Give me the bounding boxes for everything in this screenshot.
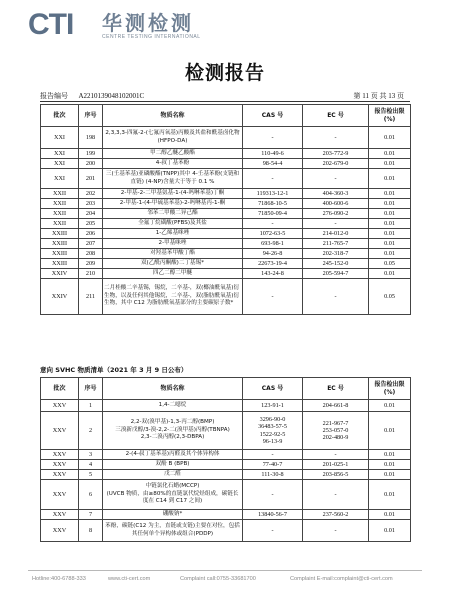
table-row (41, 412, 411, 450)
substance-name-cell: 二月桂酸二辛基锡，锡烷，二辛基-，双(椰油酰氧基)衍生物，以及任何其他锡烷，二辛基-，双(脂肪酰氧基)衍生物，其中 C12 为脂肪酰氧基部分的主要碳原子数* (103, 279, 243, 315)
detection-limit-cell: 0.01 (369, 249, 411, 259)
header-no: 序号 (79, 378, 103, 400)
svhc-table (40, 104, 411, 315)
substance-name-cell: 双(乙酰丙酮酸)二丁基锡* (103, 259, 243, 269)
batch-cell: XXII (41, 219, 79, 229)
substance-name-cell: 双酚 B (BPB) (103, 460, 243, 470)
table-row (41, 209, 411, 219)
detection-limit-cell: 0.01 (369, 269, 411, 279)
batch-cell: XXI (41, 159, 79, 169)
serial-number-cell: 7 (79, 510, 103, 520)
detection-limit-cell: 0.01 (369, 159, 411, 169)
cas-number-cell: 1072-63-5 (243, 229, 303, 239)
cas-number-cell: 94-26-8 (243, 249, 303, 259)
serial-number-cell: 5 (79, 470, 103, 480)
brand-name-en: CENTRE TESTING INTERNATIONAL (102, 34, 201, 40)
page-indicator: 第 11 页 共 13 页 (353, 92, 404, 100)
cas-number-cell: 110-49-6 (243, 149, 303, 159)
cas-number-cell: 3296-90-0 36483-57-5 1522-92-5 96-13-9 (243, 412, 303, 450)
serial-number-cell: 199 (79, 149, 103, 159)
detection-limit-cell: 0.01 (369, 239, 411, 249)
detection-limit-cell: 0.01 (369, 127, 411, 149)
table-row (41, 269, 411, 279)
table-row (41, 189, 411, 199)
batch-cell: XXV (41, 450, 79, 460)
cas-number-cell: 71850-09-4 (243, 209, 303, 219)
detection-limit-cell: 0.01 (369, 219, 411, 229)
table-row (41, 127, 411, 149)
batch-cell: XXIV (41, 269, 79, 279)
cas-number-cell: 693-98-1 (243, 239, 303, 249)
candidate-list-subtitle: 意向 SVHC 物质清单（2021 年 3 月 9 日公布） (40, 366, 188, 374)
table-row (41, 219, 411, 229)
serial-number-cell: 210 (79, 269, 103, 279)
serial-number-cell: 206 (79, 229, 103, 239)
header-rule (40, 101, 410, 102)
batch-cell: XXV (41, 412, 79, 450)
detection-limit-cell: 0.01 (369, 510, 411, 520)
batch-cell: XXII (41, 189, 79, 199)
cas-number-cell: - (243, 520, 303, 542)
cas-number-cell: 22673-19-4 (243, 259, 303, 269)
cas-number-cell: - (243, 480, 303, 510)
serial-number-cell: 205 (79, 219, 103, 229)
batch-cell: XXV (41, 510, 79, 520)
substance-name-cell: 戊二醛 (103, 470, 243, 480)
ec-number-cell: - (303, 279, 369, 315)
ec-number-cell: 404-360-3 (303, 189, 369, 199)
ec-number-cell: 204-661-8 (303, 400, 369, 412)
cas-number-cell: 111-30-8 (243, 470, 303, 480)
footer-complaint-email[interactable]: Complaint E-mail:complaint@cti-cert.com (290, 576, 393, 582)
footer-rule (28, 570, 422, 571)
substance-name-cell: 苯酚，碳链(C12 为主，直链或支链)主要在对位，包括其任何单个异构体或组合(PDDP) (103, 520, 243, 542)
table-row (41, 510, 411, 520)
detection-limit-cell: 0.01 (369, 189, 411, 199)
detection-limit-cell: 0.01 (369, 450, 411, 460)
table-row (41, 480, 411, 510)
detection-limit-cell: 0.01 (369, 460, 411, 470)
batch-cell: XXV (41, 470, 79, 480)
cti-logo (28, 10, 208, 46)
substance-name-cell: 甲二醇乙醚乙酸酯 (103, 149, 243, 159)
report-number (40, 91, 144, 101)
substance-name-cell: 硼酸钠* (103, 510, 243, 520)
batch-cell: XXII (41, 209, 79, 219)
header-cas: CAS 号 (243, 105, 303, 127)
footer-hotline: Hotline:400-6788-333 (32, 576, 86, 582)
detection-limit-cell: 0.01 (369, 169, 411, 189)
cas-number-cell: 123-91-1 (243, 400, 303, 412)
batch-cell: XXIII (41, 259, 79, 269)
detection-limit-cell: 0.01 (369, 400, 411, 412)
table-row (41, 279, 411, 315)
serial-number-cell: 203 (79, 199, 103, 209)
substance-name-cell: 1-乙烯基咪唑 (103, 229, 243, 239)
cas-number-cell: - (243, 279, 303, 315)
table-header-row (41, 378, 411, 400)
substance-name-cell: 四乙二醇二甲醚 (103, 269, 243, 279)
detection-limit-cell: 0.01 (369, 412, 411, 450)
ec-number-cell: 276-090-2 (303, 209, 369, 219)
table-row (41, 450, 411, 460)
header-batch: 批次 (41, 105, 79, 127)
ec-number-cell: - (303, 219, 369, 229)
ec-number-cell: 203-772-9 (303, 149, 369, 159)
serial-number-cell: 200 (79, 159, 103, 169)
ec-number-cell: 214-012-0 (303, 229, 369, 239)
table-row (41, 460, 411, 470)
batch-cell: XXI (41, 169, 79, 189)
ec-number-cell: 205-594-7 (303, 269, 369, 279)
ec-number-cell: - (303, 450, 369, 460)
ec-number-cell: 400-600-6 (303, 199, 369, 209)
ec-number-cell: 202-679-0 (303, 159, 369, 169)
detection-limit-cell: 0.01 (369, 480, 411, 510)
ec-number-cell: - (303, 169, 369, 189)
detection-limit-cell: 0.01 (369, 229, 411, 239)
batch-cell: XXIII (41, 249, 79, 259)
table-row (41, 520, 411, 542)
serial-number-cell: 1 (79, 400, 103, 412)
header-cas: CAS 号 (243, 378, 303, 400)
batch-cell: XXV (41, 460, 79, 470)
detection-limit-cell: 0.01 (369, 199, 411, 209)
substance-name-cell: 1,4-二噁烷 (103, 400, 243, 412)
substance-name-cell: 2-甲基-1-(4-甲硫基苯基)-2-吗啉基丙-1-酮 (103, 199, 243, 209)
detection-limit-cell: 0.01 (369, 520, 411, 542)
cas-number-cell: 77-40-7 (243, 460, 303, 470)
substance-name-cell: 中链氯化石蜡(MCCP) (UVCB 物质，由≥80%的直链氯代烷烃组成，碳链长度在 C14 到 C17 之间) (103, 480, 243, 510)
cas-number-cell: - (243, 169, 303, 189)
batch-cell: XXIII (41, 229, 79, 239)
detection-limit-cell: 0.01 (369, 209, 411, 219)
header-ec: EC 号 (303, 105, 369, 127)
batch-cell: XXIV (41, 279, 79, 315)
table-row (41, 259, 411, 269)
cas-number-cell: 13840-56-7 (243, 510, 303, 520)
batch-cell: XXI (41, 127, 79, 149)
substance-name-cell: 2-甲基-2-二甲基氨基-1-(4-吗啉苯基)丁酮 (103, 189, 243, 199)
substance-name-cell: 邻苯二甲酸二异己酯 (103, 209, 243, 219)
table-header-row (41, 105, 411, 127)
header-limit: 报告检出限(%) (369, 105, 411, 127)
ec-number-cell: 237-560-2 (303, 510, 369, 520)
substance-name-cell: 2,3,3,3-四氟-2-(七氟丙氧基)丙酸及其盐和酰基卤化物(HFPO-DA) (103, 127, 243, 149)
ec-number-cell: 203-856-5 (303, 470, 369, 480)
table-row (41, 169, 411, 189)
intended-svhc-table (40, 377, 411, 542)
cas-number-cell: 143-24-8 (243, 269, 303, 279)
header-no: 序号 (79, 105, 103, 127)
ec-number-cell: - (303, 480, 369, 510)
cas-number-cell: - (243, 127, 303, 149)
serial-number-cell: 4 (79, 460, 103, 470)
table-row (41, 400, 411, 412)
substance-name-cell: 三(壬基苯基)亚磷酸酯(TNPP)其中 4-壬基苯酚(支链和直链) (4-NP)含量大于等于 0.1 % (103, 169, 243, 189)
batch-cell: XXV (41, 480, 79, 510)
header-batch: 批次 (41, 378, 79, 400)
serial-number-cell: 3 (79, 450, 103, 460)
table-row (41, 229, 411, 239)
substance-name-cell: 4-叔丁基苯酚 (103, 159, 243, 169)
ec-number-cell: - (303, 520, 369, 542)
substance-name-cell: 2-(4-叔丁基苯基)丙醛及其个体异构体 (103, 450, 243, 460)
brand-name-cn: 华测检测 (102, 11, 194, 35)
batch-cell: XXI (41, 149, 79, 159)
serial-number-cell: 208 (79, 249, 103, 259)
substance-name-cell: 2-甲基咪唑 (103, 239, 243, 249)
table-row (41, 470, 411, 480)
ec-number-cell: 201-025-1 (303, 460, 369, 470)
substance-name-cell: 全氟丁烷磺酸(PFBS)及其盐 (103, 219, 243, 229)
serial-number-cell: 202 (79, 189, 103, 199)
detection-limit-cell: 0.01 (369, 470, 411, 480)
header-substance: 物质名称 (103, 105, 243, 127)
header-substance: 物质名称 (103, 378, 243, 400)
batch-cell: XXV (41, 400, 79, 412)
table-row (41, 199, 411, 209)
report-title: 检测报告 (184, 62, 265, 84)
batch-cell: XXV (41, 520, 79, 542)
report-number-value: A2210139048102001C (78, 92, 145, 100)
logo-mark: CTI (28, 8, 74, 41)
batch-cell: XXII (41, 199, 79, 209)
table-row (41, 149, 411, 159)
ec-number-cell: 202-318-7 (303, 249, 369, 259)
cas-number-cell: 119313-12-1 (243, 189, 303, 199)
footer-website[interactable]: www.cti-cert.com (108, 576, 151, 582)
detection-limit-cell: 0.05 (369, 279, 411, 315)
header-ec: EC 号 (303, 378, 369, 400)
report-number-label: 报告编号 (40, 92, 68, 100)
serial-number-cell: 8 (79, 520, 103, 542)
serial-number-cell: 2 (79, 412, 103, 450)
serial-number-cell: 207 (79, 239, 103, 249)
table-row (41, 239, 411, 249)
serial-number-cell: 201 (79, 169, 103, 189)
ec-number-cell: 221-967-7 253-057-0 202-480-9 (303, 412, 369, 450)
substance-name-cell: 对羟基苯甲酸丁酯 (103, 249, 243, 259)
cas-number-cell: - (243, 219, 303, 229)
header-limit: 报告检出限(%) (369, 378, 411, 400)
detection-limit-cell: 0.01 (369, 149, 411, 159)
table-row (41, 249, 411, 259)
substance-name-cell: 2,2-双(溴甲基)-1,3-丙二醇(BMP) 三溴新戊醇/3-溴-2,2-二(溴甲基)丙醇(TBNPA) 2,3-二溴丙醇(2,3-DBPA) (103, 412, 243, 450)
ec-number-cell: - (303, 127, 369, 149)
footer-complaint-call: Complaint call:0755-33681700 (180, 576, 256, 582)
serial-number-cell: 209 (79, 259, 103, 269)
ec-number-cell: 245-152-0 (303, 259, 369, 269)
serial-number-cell: 204 (79, 209, 103, 219)
table-row (41, 159, 411, 169)
cas-number-cell: 71868-10-5 (243, 199, 303, 209)
detection-limit-cell: 0.05 (369, 259, 411, 269)
ec-number-cell: 211-765-7 (303, 239, 369, 249)
serial-number-cell: 6 (79, 480, 103, 510)
batch-cell: XXIII (41, 239, 79, 249)
cas-number-cell: 98-54-4 (243, 159, 303, 169)
cas-number-cell: - (243, 450, 303, 460)
serial-number-cell: 198 (79, 127, 103, 149)
serial-number-cell: 211 (79, 279, 103, 315)
